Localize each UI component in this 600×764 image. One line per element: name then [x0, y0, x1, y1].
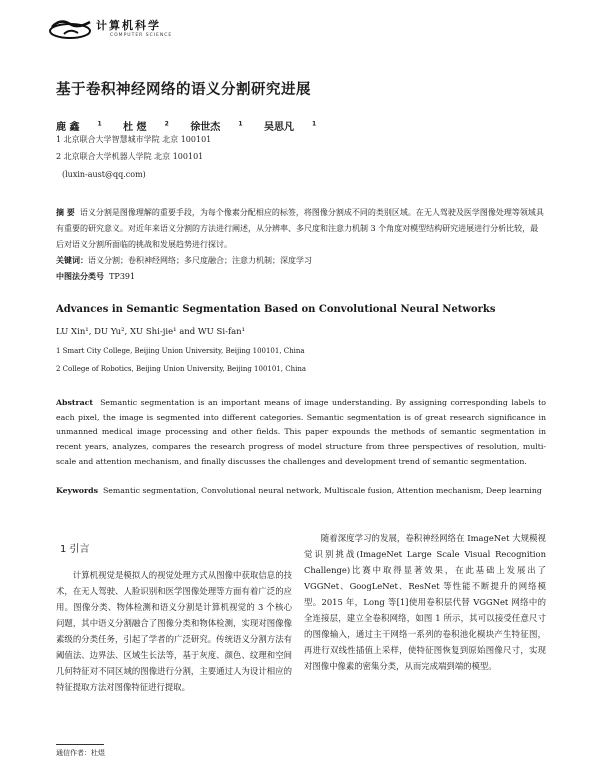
body-right-column [304, 530, 546, 674]
footer-divider [56, 744, 104, 745]
classification-number [56, 271, 135, 282]
paper-title-en: Advances in Semantic Segmentation Based on Convolutional Neural Networks [56, 304, 496, 315]
classification-value: TP391 [109, 272, 136, 281]
journal-subtitle: COMPUTER SCIENCE [110, 33, 173, 38]
journal-logo [48, 16, 198, 50]
affiliation-zh-1: 1 北京联合大学智慧城市学院 北京 100101 [56, 135, 212, 144]
body-left-column [56, 540, 292, 695]
author-3: 徐世杰 $^1$ [190, 120, 243, 133]
keywords-en-text: Semantic segmentation, Convolutional neural network, Multiscale fusion, Attention mechanism, Deep learning [102, 486, 542, 495]
affiliation-en-1: 1 Smart City College, Beijing Union University, Beijing 100101, China [56, 347, 305, 355]
keywords-en [56, 484, 546, 499]
abstract-en [56, 396, 546, 470]
journal-name: 计算机科学 [96, 19, 161, 32]
abstract-en-label: Abstract [56, 398, 94, 407]
authors-zh [56, 118, 334, 133]
affiliation-zh-2: 2 北京联合大学机器人学院 北京 100101 [56, 152, 204, 161]
author-2: 杜 煜 $^2$ [123, 120, 169, 133]
intro-paragraph-right: 随着深度学习的发展，卷积神经网络在 ImageNet 大规模视觉识别挑战(ImageNet Large Scale Visual Recognition Challenge)比赛中取得显著效果，在此基础上发展出了 VGGNet、GoogLeNet、ResNet 等性能不断提升的网络模型。2015 年，Long 等[1]使用卷积层代替 VGGNet 网络中的全连接层，建立全卷积网络，如图 1 所示，其可以接受任意尺寸的图像输入，通过主干网络一系列的卷积池化模块产生特征图，再进行双线性插值上采样，使特征图恢复到原始图像尺寸，实现对图像中像素的密集分类，从而完成端到端的模型。 [304, 533, 546, 671]
intro-paragraph: 计算机视觉是模拟人的视觉处理方式从图像中获取信息的技术，在无人驾驶、人脸识别和医学图像处理等方面有着广泛的应用。图像分类、物体检测和语义分割是计算机视觉的 3 个核心问题，其中语义分割融合了图像分类和物体检测，实现对图像像素级的分类任务，引起了学者的广泛研究。传统语义分割方法有阈值法、边界法、区域生长法等，基于灰度、颜色、纹理和空间几何特征对不同区域的图像进行分割，主要通过人为设计相应的特征提取方法对图像特征进行提取。 [56, 570, 292, 692]
keywords-zh-text: 语义分割；卷积神经网络；多尺度融合；注意力机制；深度学习 [88, 256, 312, 265]
paper-title-zh: 基于卷积神经网络的语义分割研究进展 [56, 82, 311, 98]
section-heading: 1 引言 [60, 544, 90, 555]
corresponding-author-footer: 通信作者：杜煜 [56, 749, 105, 757]
keywords-zh [56, 255, 544, 266]
classification-label: 中图法分类号 [56, 272, 104, 281]
keywords-zh-label: 关键词： [56, 256, 88, 265]
abstract-en-text: Semantic segmentation is an important means of image understanding. By assigning corresponding labels to each pixel, the image is segmented into different categories. Semantic segmentation is of great research significance in unmanned medical image processing and other fields. This paper expounds the methods of semantic segmentation in recent years, analyzes, compares the research progress of model structure from three perspectives of resolution, multi-scale and attention mechanism, and finally discusses the challenges and development trend of semantic segmentation. [56, 398, 546, 466]
affiliation-en-2: 2 College of Robotics, Beijing Union University, Beijing 100101, China [56, 365, 307, 373]
authors-en: LU Xin¹, DU Yu², XU Shi-jie¹ and WU Si-fan¹ [56, 327, 246, 337]
author-email: (luxin-aust@qq.com) [62, 170, 146, 179]
author-4: 吴思凡 $^1$ [263, 120, 317, 133]
journal-logo-icon [48, 16, 94, 42]
abstract-zh [56, 205, 544, 253]
abstract-zh-label: 摘 要 [56, 208, 75, 217]
abstract-zh-text: 语义分割是图像理解的重要手段，为每个像素分配相应的标签，将图像分割成不同的类别区域。在无人驾驶及医学图像处理等领域具有重要的研究意义。对近年来语义分割的方法进行阐述，从分辨率、多尺度和注意力机制 3 个角度对模型结构研究进展进行分析比较，最后对语义分割所面临的挑战和发展趋势进行探讨。 [56, 208, 544, 249]
keywords-en-label: Keywords [56, 486, 98, 495]
author-1: 鹿 鑫 $^1$ [56, 120, 102, 133]
